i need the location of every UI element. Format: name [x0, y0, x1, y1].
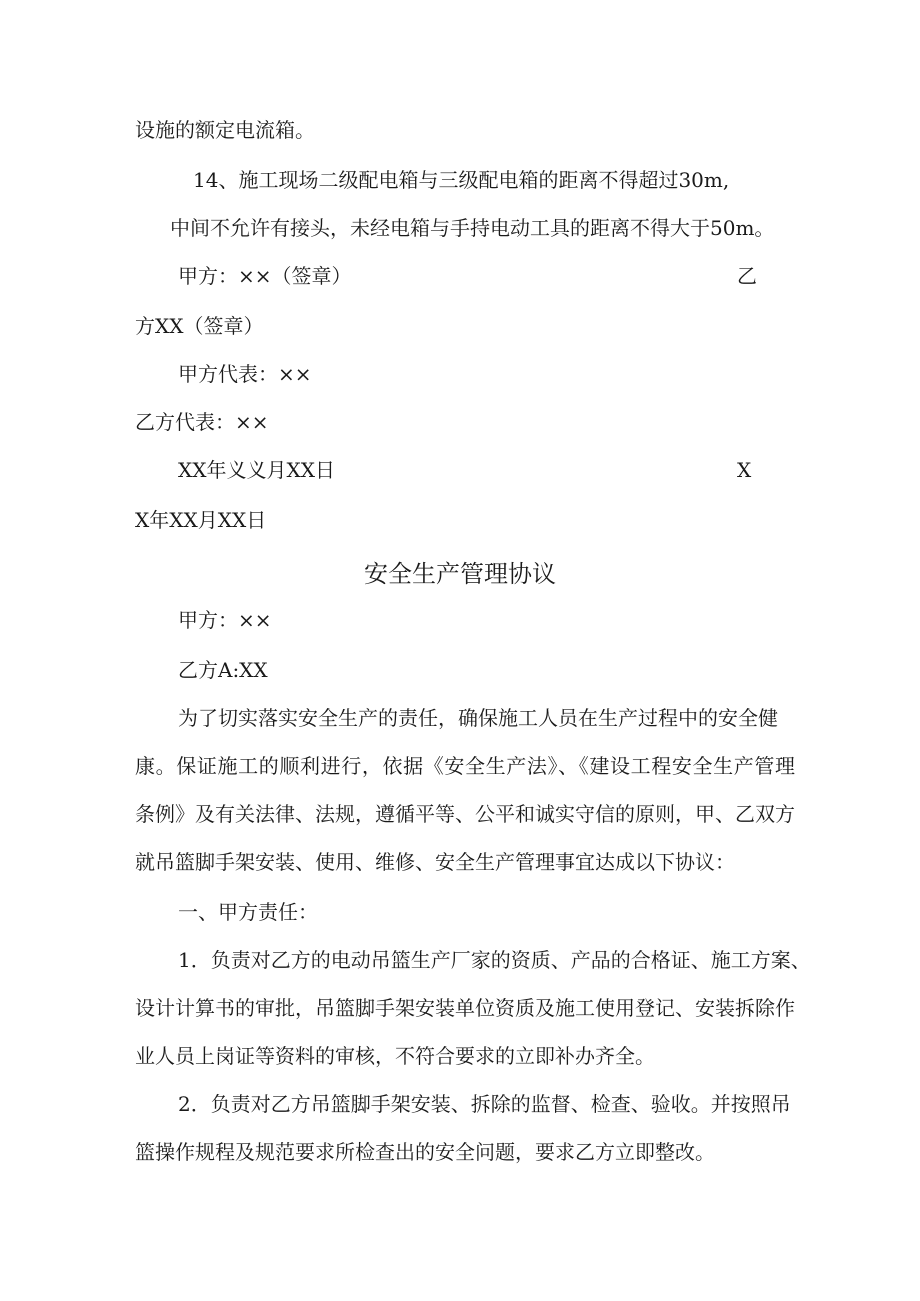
item-1-line: 1．负责对乙方的电动吊篮生产厂家的资质、产品的合格证、施工方案、 — [178, 948, 811, 972]
text-line: 设施的额定电流箱。 — [135, 118, 315, 142]
intro-paragraph-line: 康。保证施工的顺利进行，依据《安全生产法》、《建设工程安全生产管理 — [135, 754, 795, 778]
intro-paragraph-line: 条例》及有关法律、法规，遵循平等、公平和诚实守信的原则，甲、乙双方 — [135, 802, 795, 826]
signature-party-a: 甲方：××（签章） — [178, 264, 352, 288]
section-heading: 一、甲方责任： — [178, 900, 318, 924]
signature-party-b-cont: 方XX（签章） — [135, 314, 264, 338]
date-party-a: XX年义义月XX日 — [178, 458, 335, 482]
party-b-line: 乙方A:XX — [178, 658, 268, 682]
signature-party-b-start: 乙 — [737, 264, 757, 288]
date-party-b-start: X — [737, 458, 752, 482]
text-line: 中间不允许有接头，未经电箱与手持电动工具的距离不得大于50m。 — [170, 216, 775, 240]
intro-paragraph-line: 为了切实落实安全生产的责任，确保施工人员在生产过程中的安全健 — [178, 706, 778, 730]
document-title: 安全生产管理协议 — [364, 560, 556, 588]
rep-party-a: 甲方代表：×× — [178, 362, 312, 386]
party-a-line: 甲方：×× — [178, 608, 272, 632]
item-1-line: 业人员上岗证等资料的审核，不符合要求的立即补办齐全。 — [135, 1044, 655, 1068]
item-1-line: 设计计算书的审批，吊篮脚手架安装单位资质及施工使用登记、安装拆除作 — [135, 996, 795, 1020]
rep-party-b: 乙方代表：×× — [135, 410, 269, 434]
item-2-line: 2．负责对乙方吊篮脚手架安装、拆除的监督、检查、验收。并按照吊 — [178, 1092, 791, 1116]
item-2-line: 篮操作规程及规范要求所检查出的安全问题，要求乙方立即整改。 — [135, 1140, 715, 1164]
date-party-b-cont: X年XX月XX日 — [135, 508, 267, 532]
text-line: 14、施工现场二级配电箱与三级配电箱的距离不得超过30m, — [193, 168, 730, 192]
intro-paragraph-line: 就吊篮脚手架安装、使用、维修、安全生产管理事宜达成以下协议： — [135, 850, 735, 874]
